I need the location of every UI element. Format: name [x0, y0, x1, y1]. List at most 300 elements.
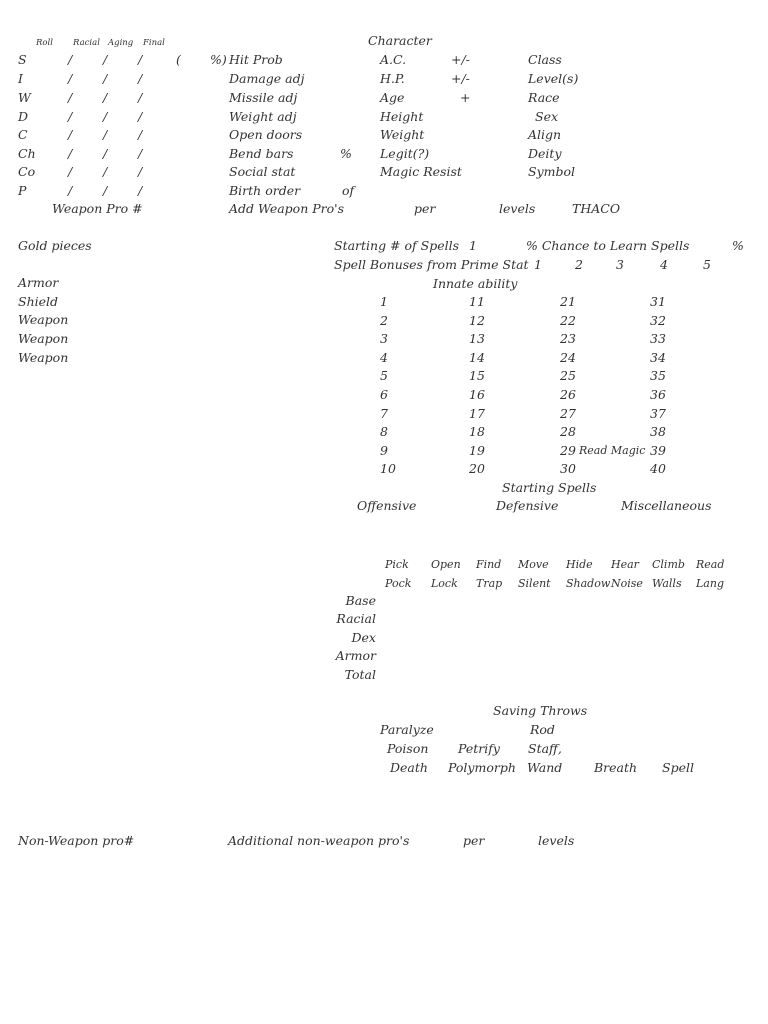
per-field[interactable] — [437, 201, 494, 215]
stat-right-label: Race — [528, 90, 560, 105]
stat-field[interactable] — [305, 127, 350, 141]
hp-adjust-sign: +/- — [451, 71, 470, 86]
spell-slot-field[interactable] — [576, 331, 628, 345]
thief-skill-field[interactable] — [606, 630, 646, 644]
separator: / — [138, 90, 143, 105]
equipment-line[interactable] — [18, 593, 222, 607]
ability-score-field[interactable] — [143, 109, 177, 123]
thief-skill-field[interactable] — [606, 611, 646, 625]
thief-skill-field[interactable] — [699, 667, 736, 681]
ability-score-field[interactable] — [143, 146, 177, 160]
spell-slot-field[interactable] — [388, 350, 448, 364]
spell-bonus-field[interactable] — [670, 257, 698, 271]
thief-skill-field[interactable] — [650, 648, 693, 662]
ability-score-field[interactable] — [108, 127, 142, 141]
stat-field[interactable] — [300, 146, 338, 160]
equipment-weight-field[interactable] — [240, 369, 300, 383]
equipment-weight-field[interactable] — [240, 815, 300, 829]
thief-skill-field[interactable] — [515, 611, 558, 625]
thief-skill-field[interactable] — [380, 648, 422, 662]
spell-bonus-level: 2 — [575, 257, 583, 272]
ability-header: Racial — [73, 38, 100, 48]
spell-slot-field[interactable] — [576, 406, 628, 420]
spell-slot-number: 21 — [560, 294, 576, 309]
offensive-field[interactable] — [328, 517, 461, 531]
spell-bonus-field[interactable] — [545, 257, 573, 271]
equipment-line[interactable] — [18, 743, 222, 757]
thief-skill-field[interactable] — [515, 648, 558, 662]
ability-score-field[interactable] — [143, 52, 177, 66]
equipment-weight-field[interactable] — [240, 443, 300, 457]
saving-throw-field[interactable] — [588, 778, 642, 792]
spell-slot-number: 15 — [469, 368, 485, 384]
spell-slot-field[interactable] — [666, 424, 718, 438]
saving-throw-field[interactable] — [521, 778, 577, 792]
spell-slot-field[interactable] — [485, 294, 537, 308]
stat-field[interactable] — [305, 164, 370, 178]
spell-slot-field[interactable] — [666, 461, 718, 475]
stat-right-label: Sex — [535, 109, 559, 124]
thief-skill-field[interactable] — [470, 611, 510, 625]
save-paralyze: Paralyze — [380, 722, 434, 737]
thief-skill-field[interactable] — [650, 611, 693, 625]
ability-score-field[interactable] — [73, 127, 106, 141]
save-spell: Spell — [662, 760, 694, 775]
spell-slot-number: 9 — [380, 442, 388, 458]
spell-slot-field[interactable] — [666, 406, 718, 420]
spell-slot-field[interactable] — [388, 406, 448, 420]
equipment-label: Weapon — [18, 312, 69, 328]
thief-skill-field[interactable] — [380, 611, 422, 625]
equipment-line[interactable] — [18, 761, 222, 775]
ability-score-field[interactable] — [108, 183, 142, 197]
spell-slot-field[interactable] — [666, 294, 718, 308]
spell-slot-field[interactable] — [576, 461, 628, 475]
stat-field[interactable] — [300, 183, 340, 197]
spell-slot-field[interactable] — [388, 424, 448, 438]
equipment-weight-field[interactable] — [240, 574, 300, 588]
nonweapon-pro-line[interactable] — [18, 946, 746, 960]
separator: / — [103, 146, 108, 161]
equipment-weight-field[interactable] — [240, 799, 300, 813]
legit-label: Legit(?) — [380, 146, 430, 161]
equipment-weight-field[interactable] — [240, 649, 300, 663]
equipment-label: Shield — [18, 293, 59, 309]
spell-slot-field[interactable] — [388, 331, 448, 345]
thief-skill-field[interactable] — [650, 667, 693, 681]
exceptional-strength-open: ( — [176, 52, 181, 67]
thief-skill-field[interactable] — [470, 648, 510, 662]
ability-score-field[interactable] — [35, 146, 73, 161]
weapon-pro-field[interactable] — [147, 201, 217, 215]
spell-slot-field[interactable] — [666, 387, 718, 401]
thief-skill-field[interactable] — [424, 667, 466, 681]
thief-row-label: Base — [345, 593, 376, 608]
starting-spells-label: Starting # of Spells — [334, 238, 460, 253]
save-poison: Poison — [387, 741, 429, 756]
thief-skill-field[interactable] — [606, 667, 646, 681]
ac-adjust-sign: +/- — [451, 52, 470, 67]
spell-slot-number: 25 — [560, 368, 576, 384]
spell-slot-field[interactable] — [666, 350, 718, 364]
nonweapon-pro-line[interactable] — [18, 927, 746, 941]
spell-slot-field[interactable] — [485, 424, 537, 438]
stat-right-field[interactable] — [580, 164, 745, 178]
separator: / — [138, 146, 143, 161]
thief-row-label: Racial — [336, 611, 376, 626]
additional-nonweapon-field[interactable] — [412, 833, 457, 847]
stat-right-field[interactable] — [560, 109, 745, 123]
thief-skill-header: Pick — [385, 558, 409, 571]
equipment-weight-field[interactable] — [240, 294, 300, 308]
nonweapon-pro-line[interactable] — [18, 851, 746, 865]
spell-slot-field[interactable] — [388, 368, 448, 382]
stat-right-field[interactable] — [568, 127, 745, 141]
hp-adjust-field[interactable] — [478, 71, 518, 85]
saving-throw-field[interactable] — [450, 778, 510, 792]
thief-skill-field[interactable] — [380, 593, 422, 607]
stat-right-field[interactable] — [582, 71, 745, 85]
ability-score-field[interactable] — [108, 146, 142, 160]
spell-slot-field[interactable] — [576, 350, 628, 364]
ability-score-field[interactable] — [73, 90, 106, 104]
equipment-line[interactable] — [18, 425, 222, 439]
ability-score-field[interactable] — [108, 90, 142, 104]
stat-field[interactable] — [305, 90, 350, 104]
thief-skill-field[interactable] — [515, 593, 558, 607]
thief-skill-field[interactable] — [515, 630, 558, 644]
thief-skill-field[interactable] — [650, 630, 693, 644]
thief-skill-field[interactable] — [470, 667, 510, 681]
ability-score-field[interactable] — [35, 164, 73, 179]
thaco-field[interactable] — [622, 201, 712, 215]
spell-slot-field[interactable] — [388, 294, 448, 308]
stat-right-label: Symbol — [528, 164, 576, 179]
ability-score-field[interactable] — [108, 164, 142, 178]
equipment-weight-field[interactable] — [240, 686, 300, 700]
thief-skill-field[interactable] — [560, 630, 602, 644]
thief-skill-header: Trap — [476, 577, 503, 590]
spell-slot-field[interactable] — [666, 313, 718, 327]
thief-skill-field[interactable] — [606, 593, 646, 607]
ability-score-field[interactable] — [35, 71, 73, 86]
equipment-weight-field[interactable] — [240, 312, 300, 326]
magic-resist-label: Magic Resist — [380, 164, 462, 179]
equipment-weight-field[interactable] — [240, 724, 300, 738]
thief-skill-header: Hear — [611, 558, 639, 571]
character-name-field[interactable] — [430, 33, 745, 47]
equipment-line[interactable] — [18, 705, 222, 719]
equipment-line[interactable] — [18, 406, 222, 420]
spell-slot-number: 8 — [380, 424, 388, 440]
spell-slot-field[interactable] — [485, 461, 537, 475]
stat-label: Hit Prob — [229, 52, 283, 67]
spell-slot-number: 19 — [469, 442, 485, 458]
ability-label: P — [18, 183, 27, 198]
thief-skill-field[interactable] — [560, 648, 602, 662]
spell-slot-field[interactable] — [388, 313, 448, 327]
saving-throw-field[interactable] — [380, 778, 438, 792]
equipment-weight-field[interactable] — [240, 743, 300, 757]
equipment-field[interactable] — [62, 294, 222, 308]
spell-slot-field[interactable] — [485, 387, 537, 401]
thief-skill-header: Hide — [566, 558, 593, 571]
equipment-weight-field[interactable] — [240, 612, 300, 626]
stat-field[interactable] — [305, 71, 350, 85]
thief-skill-field[interactable] — [424, 648, 466, 662]
equipment-weight-field[interactable] — [240, 425, 300, 439]
ability-score-field[interactable] — [35, 127, 73, 142]
equipment-weight-field[interactable] — [240, 780, 300, 794]
equipment-line[interactable] — [18, 537, 222, 551]
equipment-weight-field[interactable] — [240, 387, 300, 401]
equipment-line[interactable] — [18, 499, 222, 513]
spell-slot-field[interactable] — [396, 461, 448, 475]
spell-slot-field[interactable] — [485, 443, 537, 457]
separator: / — [68, 71, 73, 86]
thief-skill-field[interactable] — [606, 648, 646, 662]
height-field[interactable] — [425, 109, 520, 123]
hp-field[interactable] — [410, 71, 450, 85]
equipment-weight-field[interactable] — [240, 593, 300, 607]
chance-learn-percent: % — [732, 238, 744, 253]
equipment-line[interactable] — [18, 815, 222, 829]
ability-score-field[interactable] — [143, 90, 177, 104]
spell-slot-field[interactable] — [485, 368, 537, 382]
stat-right-field[interactable] — [565, 90, 745, 104]
equipment-weight-field[interactable] — [240, 630, 300, 644]
spell-slot-field[interactable] — [576, 424, 628, 438]
ability-score-field[interactable] — [73, 71, 106, 85]
ability-score-field[interactable] — [35, 109, 73, 124]
gold-pieces-field[interactable] — [92, 238, 182, 252]
equipment-line[interactable] — [18, 686, 222, 700]
equipment-line[interactable] — [18, 443, 222, 457]
legit-field[interactable] — [440, 146, 520, 160]
spell-slot-number: 34 — [650, 349, 666, 365]
thief-skill-field[interactable] — [470, 593, 510, 607]
ability-score-field[interactable] — [143, 127, 177, 141]
equipment-weight-field[interactable] — [240, 275, 300, 289]
spell-slot-field[interactable] — [485, 406, 537, 420]
thief-skill-field[interactable] — [650, 593, 693, 607]
ability-score-field[interactable] — [73, 183, 106, 197]
equipment-weight-field[interactable] — [240, 406, 300, 420]
nonweapon-pro-line[interactable] — [18, 965, 746, 979]
saving-throws-title: Saving Throws — [493, 703, 588, 718]
equipment-weight-field[interactable] — [240, 705, 300, 719]
spell-slot-field[interactable] — [485, 313, 537, 327]
stat-right-field[interactable] — [565, 52, 745, 66]
equipment-weight-field[interactable] — [240, 462, 300, 476]
separator: / — [103, 109, 108, 124]
thief-skill-field[interactable] — [380, 667, 422, 681]
equipment-line[interactable] — [18, 799, 222, 813]
stat-label: Birth order — [229, 183, 301, 198]
spell-bonus-field[interactable] — [626, 257, 654, 271]
thief-skill-field[interactable] — [560, 593, 602, 607]
spell-bonus-field[interactable] — [714, 257, 742, 271]
character-label: Character — [368, 33, 432, 48]
ability-score-field[interactable] — [73, 52, 106, 66]
ability-score-field[interactable] — [143, 183, 177, 197]
thief-skill-field[interactable] — [699, 630, 736, 644]
stat-field[interactable] — [295, 52, 350, 66]
thief-row-label: Dex — [351, 630, 376, 645]
ability-score-field[interactable] — [143, 164, 177, 178]
spell-slot-field[interactable] — [666, 443, 718, 457]
equipment-line[interactable] — [18, 369, 222, 383]
thief-skill-field[interactable] — [699, 648, 736, 662]
spell-slot-number: 18 — [469, 424, 485, 440]
add-weapon-pro-field[interactable] — [352, 201, 410, 215]
equipment-field[interactable] — [92, 275, 222, 289]
spell-slot-number: 32 — [650, 312, 666, 328]
equipment-field[interactable] — [70, 331, 222, 345]
spell-slot-field[interactable] — [388, 387, 448, 401]
equipment-line[interactable] — [18, 668, 222, 682]
stat-label: Bend bars — [229, 146, 294, 161]
spell-slot-number: 14 — [469, 349, 485, 365]
thief-skill-field[interactable] — [699, 593, 736, 607]
equipment-field[interactable] — [70, 350, 222, 364]
birth-order-total-field[interactable] — [356, 183, 384, 197]
separator: / — [103, 90, 108, 105]
ability-score-field[interactable] — [108, 71, 142, 85]
defensive-field[interactable] — [472, 517, 599, 531]
equipment-line[interactable] — [18, 724, 222, 738]
ability-score-field[interactable] — [73, 109, 106, 123]
ability-score-field[interactable] — [143, 71, 177, 85]
thief-skill-field[interactable] — [560, 667, 602, 681]
age-adjust-field[interactable] — [472, 90, 518, 104]
nonweapon-pro-line[interactable] — [18, 870, 746, 884]
equipment-line[interactable] — [18, 556, 222, 570]
ability-score-field[interactable] — [35, 52, 73, 67]
equipment-weight-field[interactable] — [240, 350, 300, 364]
stat-right-field[interactable] — [568, 146, 745, 160]
ability-score-field[interactable] — [108, 52, 142, 66]
equipment-weight-field[interactable] — [240, 556, 300, 570]
spell-slot-number: 35 — [650, 368, 666, 384]
separator: / — [138, 127, 143, 142]
separator: / — [138, 71, 143, 86]
equipment-weight-field[interactable] — [240, 499, 300, 513]
equipment-line[interactable] — [18, 780, 222, 794]
equipment-line[interactable] — [18, 612, 222, 626]
thief-skill-field[interactable] — [560, 611, 602, 625]
spell-bonus-level: 5 — [703, 257, 711, 272]
thief-skill-field[interactable] — [424, 593, 466, 607]
ability-label: Co — [18, 164, 36, 179]
chance-learn-field[interactable] — [690, 238, 728, 252]
ability-score-field[interactable] — [73, 164, 106, 178]
spell-slot-number: 37 — [650, 405, 666, 421]
spell-slot-field[interactable] — [576, 313, 628, 327]
stat-field[interactable] — [300, 109, 350, 123]
exceptional-strength-field[interactable] — [184, 52, 210, 66]
innate-ability-field[interactable] — [524, 276, 680, 290]
nonweapon-pro-line[interactable] — [18, 908, 746, 922]
equipment-weight-field[interactable] — [240, 537, 300, 551]
spell-slot-number: 13 — [469, 331, 485, 347]
spell-slot-field[interactable] — [485, 331, 537, 345]
thief-skill-field[interactable] — [380, 630, 422, 644]
spell-slot-number: 22 — [560, 312, 576, 328]
stat-label: Damage adj — [229, 71, 305, 86]
thief-skill-header: Climb — [652, 558, 685, 571]
spell-slot-field[interactable] — [666, 368, 718, 382]
equipment-weight-field[interactable] — [240, 481, 300, 495]
weight-label: Weight — [380, 127, 425, 142]
thief-skill-field[interactable] — [699, 611, 736, 625]
per-label: per — [414, 201, 436, 216]
equipment-line[interactable] — [18, 462, 222, 476]
additional-nonweapon-label: Additional non-weapon pro's — [228, 833, 410, 848]
starting-spells-field[interactable] — [479, 238, 515, 252]
spell-slot-number: 10 — [380, 461, 396, 477]
spell-slot-number: 17 — [469, 405, 485, 421]
equipment-weight-field[interactable] — [240, 761, 300, 775]
equipment-line[interactable] — [18, 574, 222, 588]
spell-slot-field[interactable] — [666, 331, 718, 345]
thief-skill-field[interactable] — [424, 611, 466, 625]
saving-throw-field[interactable] — [650, 778, 703, 792]
separator: / — [138, 183, 143, 198]
per-field[interactable] — [485, 833, 533, 847]
magic-resist-field[interactable] — [464, 164, 522, 178]
ability-score-field[interactable] — [35, 90, 73, 105]
equipment-weight-field[interactable] — [240, 668, 300, 682]
ac-field[interactable] — [410, 52, 450, 66]
ac-adjust-field[interactable] — [478, 52, 518, 66]
weight-field[interactable] — [428, 127, 520, 141]
ability-label: D — [18, 109, 29, 124]
equipment-line[interactable] — [18, 649, 222, 663]
equipment-line[interactable] — [18, 481, 222, 495]
thief-skill-header: Read — [696, 558, 725, 571]
thief-skill-field[interactable] — [470, 630, 510, 644]
thief-skill-field[interactable] — [515, 667, 558, 681]
ability-score-field[interactable] — [35, 183, 73, 198]
nonweapon-pro-line[interactable] — [18, 889, 746, 903]
thief-skill-field[interactable] — [424, 630, 466, 644]
equipment-label: Armor — [18, 275, 59, 290]
miscellaneous-field[interactable] — [610, 517, 730, 531]
spell-slot-number: 6 — [380, 387, 388, 402]
spell-slot-field[interactable] — [388, 443, 448, 457]
ability-score-field[interactable] — [108, 109, 142, 123]
equipment-weight-field[interactable] — [240, 518, 300, 532]
equipment-weight-field[interactable] — [240, 331, 300, 345]
spell-slot-field[interactable] — [576, 387, 628, 401]
spell-slot-field[interactable] — [576, 368, 628, 382]
spell-slot-field[interactable] — [576, 294, 628, 308]
thief-skill-header: Lang — [696, 577, 724, 590]
equipment-line[interactable] — [18, 387, 222, 401]
equipment-field[interactable] — [70, 312, 222, 326]
equipment-line[interactable] — [18, 630, 222, 644]
equipment-line[interactable] — [18, 518, 222, 532]
spell-bonus-field[interactable] — [586, 257, 614, 271]
per-label: per — [463, 833, 485, 848]
spell-slot-field[interactable] — [485, 350, 537, 364]
nonweapon-pro-field[interactable] — [132, 833, 215, 847]
separator: / — [68, 146, 73, 161]
age-field[interactable] — [410, 90, 458, 104]
spell-slot-number: 31 — [650, 294, 666, 309]
ability-score-field[interactable] — [73, 146, 106, 160]
